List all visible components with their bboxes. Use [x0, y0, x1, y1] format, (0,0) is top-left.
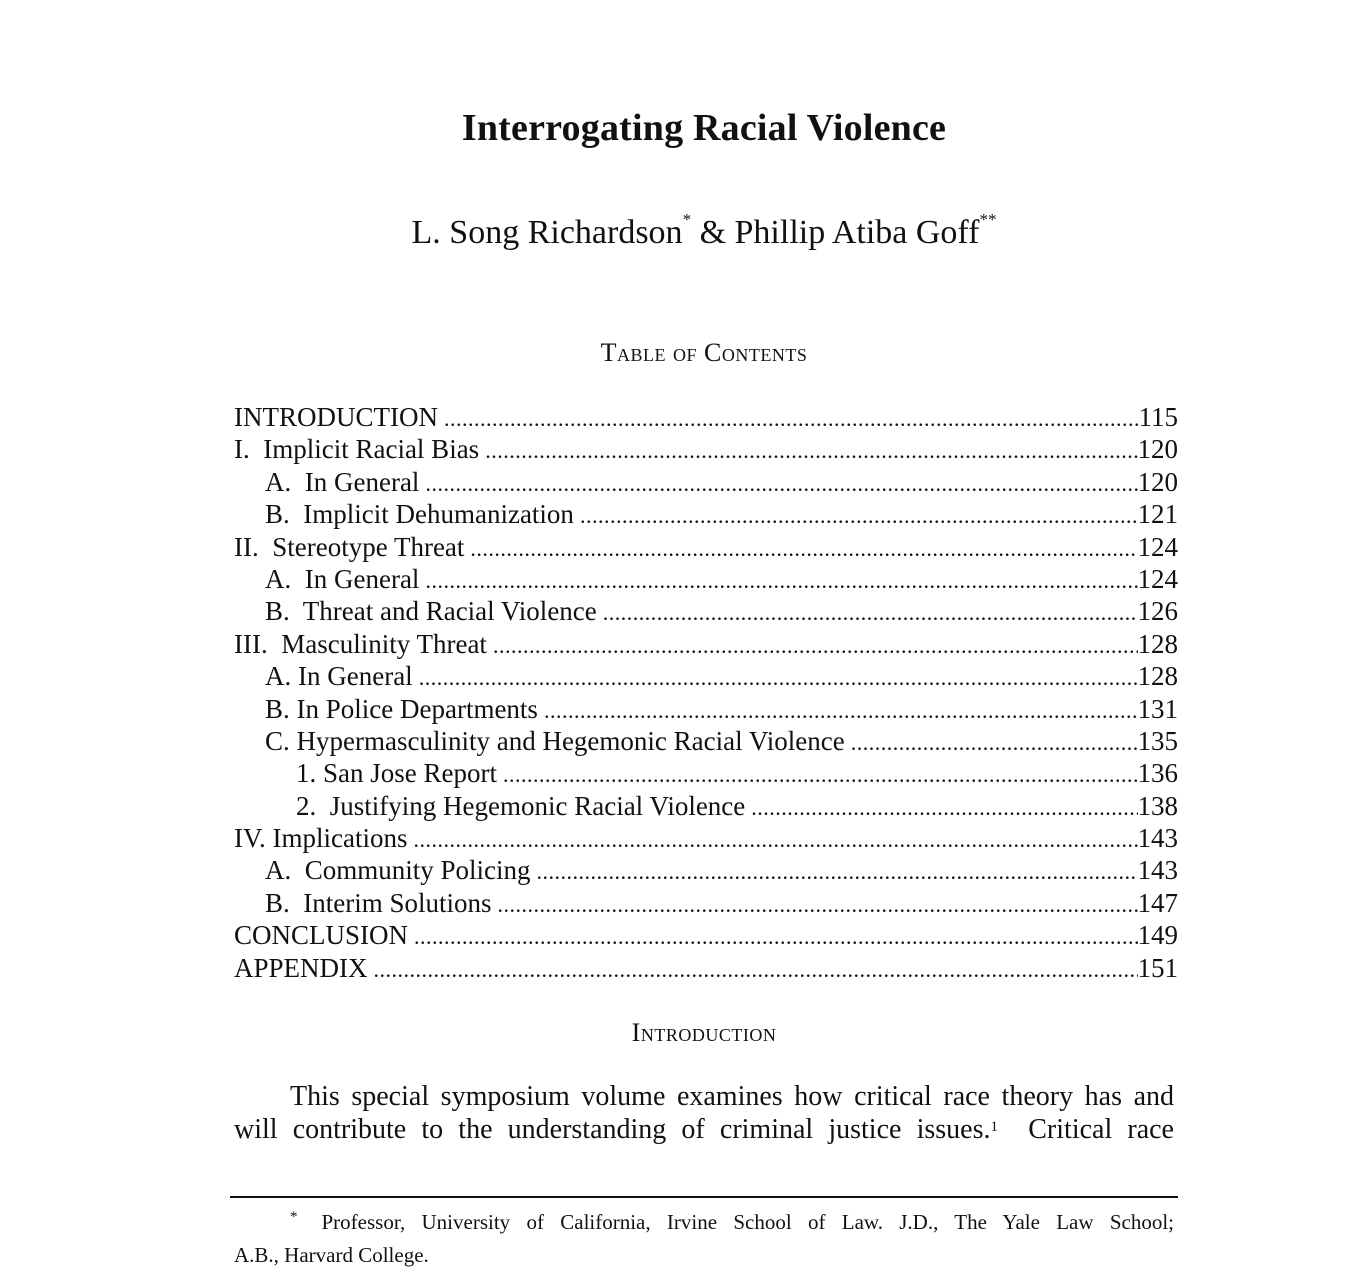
toc-leader-dots	[751, 792, 1137, 824]
toc-entry-label: III. Masculinity Threat	[234, 628, 487, 659]
toc-entry-page: 138	[1137, 790, 1178, 821]
toc-entry-label: B. Implicit Dehumanization	[265, 499, 574, 530]
footnote-mark: *	[290, 1209, 298, 1225]
author-2: Phillip Atiba Goff	[734, 214, 980, 251]
toc-leader-dots	[493, 630, 1138, 662]
footnote-line-1	[234, 1207, 1174, 1240]
toc-entry-label: C. Hypermasculinity and Hegemonic Racial Violence	[265, 725, 845, 756]
toc-entry-page: 124	[1137, 563, 1178, 594]
introduction-heading: Introduction	[631, 1018, 777, 1047]
toc-leader-dots	[374, 954, 1138, 986]
table-of-contents	[234, 401, 1178, 984]
toc-entry-page: 149	[1137, 920, 1178, 951]
toc-entry-label: B. Interim Solutions	[265, 887, 492, 918]
toc-entry-label: APPENDIX	[234, 952, 368, 983]
toc-leader-dots	[544, 695, 1138, 727]
toc-entry-label: A. In General	[265, 466, 420, 497]
author-connector: &	[691, 214, 735, 251]
toc-leader-dots	[485, 435, 1137, 467]
toc-entry[interactable]	[234, 563, 1178, 595]
toc-entry[interactable]	[234, 628, 1178, 660]
toc-leader-dots	[414, 921, 1137, 953]
toc-entry-label: A. In General	[265, 661, 413, 692]
toc-leader-dots	[537, 856, 1138, 888]
toc-entry-page: 131	[1137, 693, 1178, 724]
toc-entry-page: 121	[1137, 499, 1178, 530]
toc-entry-page: 143	[1137, 823, 1178, 854]
toc-entry[interactable]	[234, 595, 1178, 627]
toc-leader-dots	[603, 597, 1138, 629]
toc-entry-label: CONCLUSION	[234, 920, 409, 951]
toc-leader-dots	[580, 500, 1138, 532]
toc-leader-dots	[498, 889, 1138, 921]
toc-entry-label: IV. Implications	[234, 823, 408, 854]
author-2-footnote-mark[interactable]: **	[979, 210, 997, 229]
toc-heading: Table of Contents	[600, 338, 808, 367]
introduction-paragraph	[234, 1080, 1174, 1146]
toc-leader-dots	[851, 727, 1138, 759]
toc-leader-dots	[425, 468, 1137, 500]
toc-entry[interactable]	[234, 433, 1178, 465]
toc-entry[interactable]	[234, 498, 1178, 530]
toc-entry-page: 136	[1137, 758, 1178, 789]
toc-leader-dots	[413, 824, 1137, 856]
toc-entry-page: 126	[1137, 596, 1178, 627]
toc-entry-page: 151	[1137, 952, 1178, 983]
toc-entry[interactable]	[234, 725, 1178, 757]
paragraph-text: This special symposium volume examines how critical race theory has and will contribute to the understanding of criminal justice issues.	[234, 1081, 1174, 1145]
toc-entry-page: 135	[1137, 725, 1178, 756]
toc-entry-page: 128	[1137, 628, 1178, 659]
toc-entry[interactable]	[234, 693, 1178, 725]
toc-entry[interactable]	[234, 952, 1178, 984]
paragraph-text-continued: Critical race	[997, 1114, 1174, 1145]
toc-entry-page: 147	[1137, 887, 1178, 918]
toc-entry-label: II. Stereotype Threat	[234, 531, 465, 562]
toc-leader-dots	[444, 403, 1139, 435]
toc-entry-label: 1. San Jose Report	[296, 758, 497, 789]
toc-leader-dots	[419, 662, 1138, 694]
toc-entry-page: 128	[1137, 661, 1178, 692]
toc-entry[interactable]	[234, 757, 1178, 789]
toc-entry-label: 2. Justifying Hegemonic Racial Violence	[296, 790, 746, 821]
toc-entry[interactable]	[234, 466, 1178, 498]
toc-entry[interactable]	[234, 531, 1178, 563]
toc-entry-label: A. In General	[265, 563, 420, 594]
footnote-line-2: A.B., Harvard College.	[234, 1243, 429, 1267]
toc-entry[interactable]	[234, 822, 1178, 854]
toc-entry-label: B. In Police Departments	[265, 693, 538, 724]
author-1-footnote-mark[interactable]: *	[682, 210, 692, 229]
footnote	[234, 1207, 1174, 1270]
toc-entry[interactable]	[234, 660, 1178, 692]
toc-entry[interactable]	[234, 401, 1178, 433]
toc-entry-page: 115	[1138, 402, 1178, 432]
author-line	[0, 210, 1364, 252]
toc-leader-dots	[425, 565, 1137, 597]
toc-entry-label: I. Implicit Racial Bias	[234, 434, 480, 465]
toc-entry-page: 124	[1137, 531, 1178, 562]
footnote-divider	[230, 1196, 1178, 1198]
toc-leader-dots	[503, 759, 1138, 791]
author-1: L. Song Richardson	[411, 214, 683, 251]
toc-entry[interactable]	[234, 790, 1178, 822]
toc-entry[interactable]	[234, 887, 1178, 919]
toc-entry-page: 120	[1137, 434, 1178, 465]
toc-entry-page: 143	[1137, 855, 1178, 886]
toc-entry-label: B. Threat and Racial Violence	[265, 596, 597, 627]
toc-leader-dots	[470, 533, 1137, 565]
footnote-ref-1[interactable]: 1	[990, 1119, 998, 1135]
toc-entry-page: 120	[1137, 466, 1178, 497]
toc-entry[interactable]	[234, 854, 1178, 886]
toc-entry-label: A. Community Policing	[265, 855, 531, 886]
footnote-text: Professor, University of California, Irvine School of Law. J.D., The Yale Law School;	[321, 1210, 1174, 1234]
toc-entry[interactable]	[234, 919, 1178, 951]
toc-entry-label: INTRODUCTION	[234, 402, 438, 432]
article-title: Interrogating Racial Violence	[461, 107, 947, 149]
